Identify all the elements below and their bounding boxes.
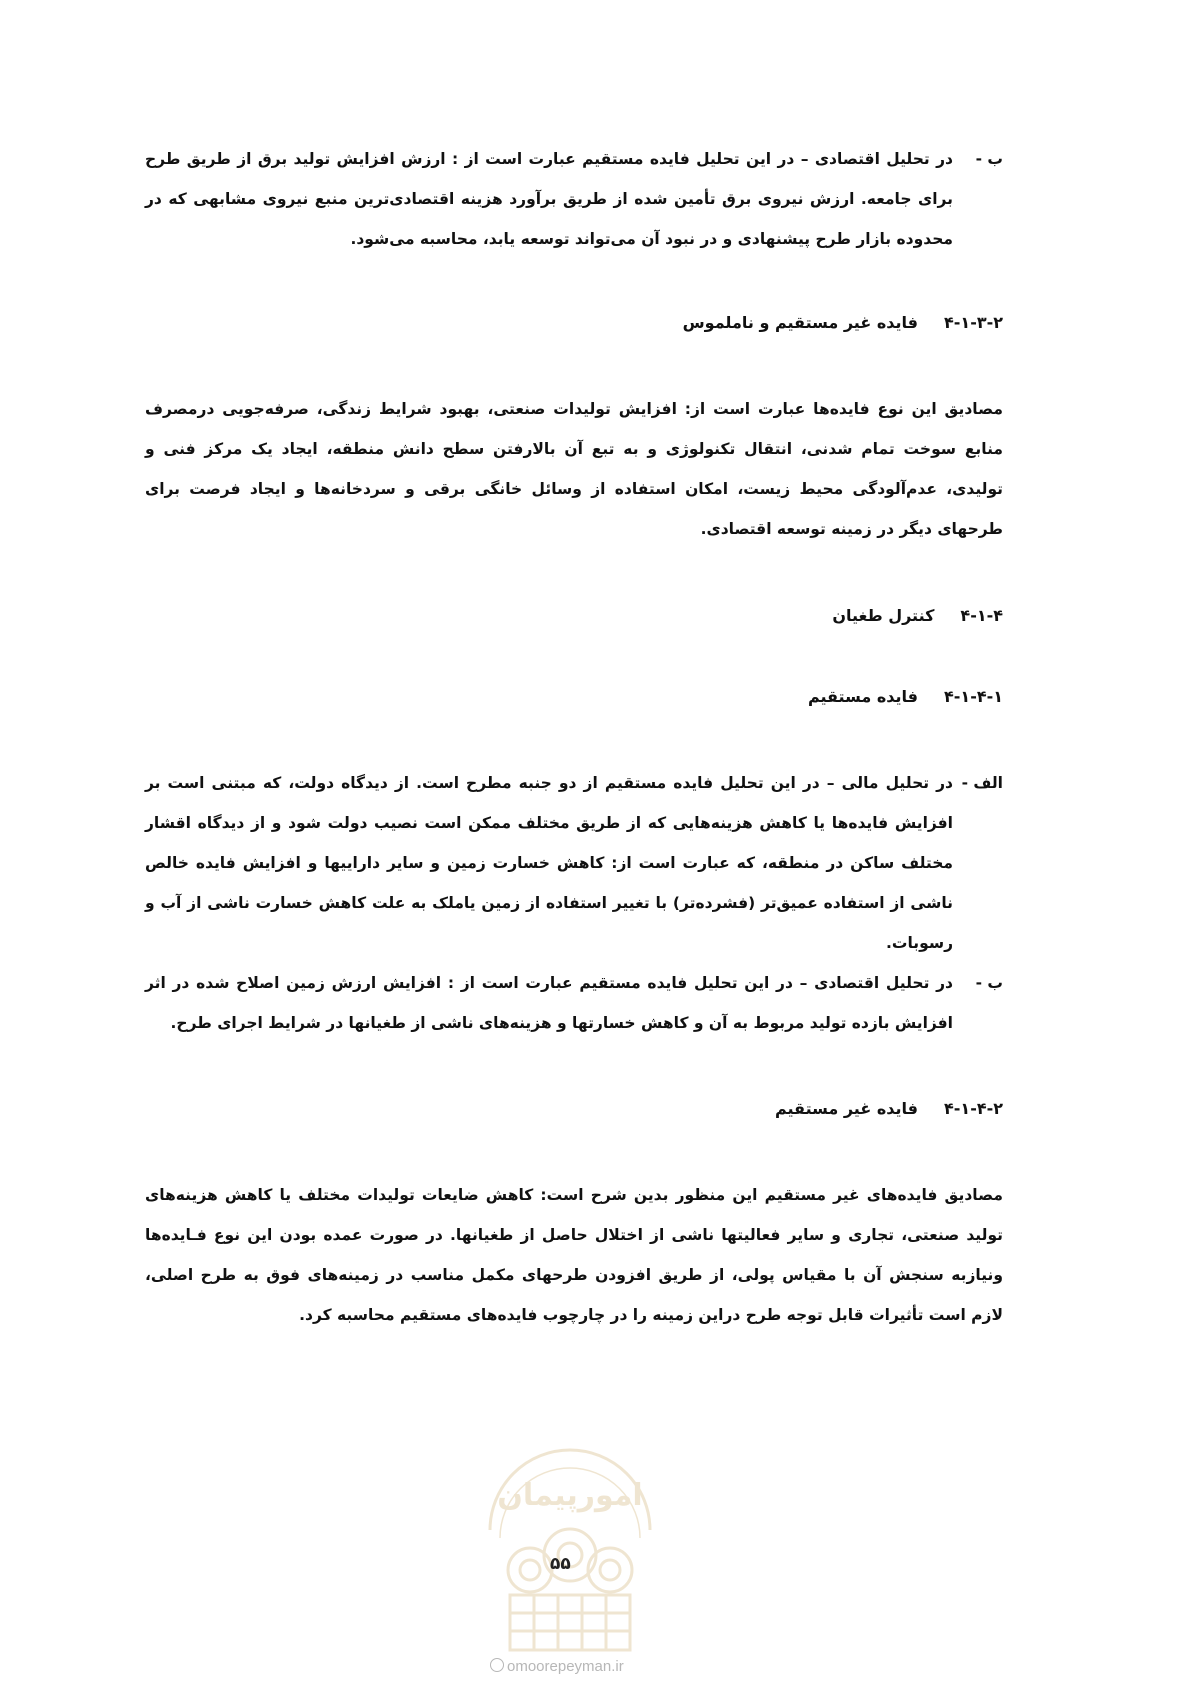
section-title: کنترل طغیان <box>832 606 935 625</box>
section-title: فایده غیر مستقیم و ناملموس <box>682 313 919 332</box>
paragraph-text: در تحلیل مالی – در این تحلیل فایده مستقیم از دو جنبه مطرح است. از دیدگاه دولت، که مبتنی است بر افزایش فایده‌ها یا کاهش هزینه‌هایی که از طریق مختلف ممکن است نصیب دولت شود و از دیدگاه اقشار مختلف ساکن در منطقه، که عبارت است از: کاهش خسارت زمین و سایر داراییها و افزایش فایده خالص ناشی از استفاده عمیق‌تر (فشرده‌تر) با تغییر استفاده از زمین یاملک به علت کاهش خسارت ناشی از آب و رسوبات. <box>145 774 953 952</box>
section-heading-4-1-4-2 <box>775 1094 1003 1124</box>
section-number: ۴-۱-۴-۱ <box>944 687 1003 706</box>
list-marker: ب - <box>975 150 1003 168</box>
watermark-text: امورپیمان <box>497 1478 643 1513</box>
section-heading-4-1-3-2 <box>683 308 1003 338</box>
section-number: ۴-۱-۳-۲ <box>944 313 1003 332</box>
paragraph-text: در تحلیل اقتصادی – در این تحلیل فایده مستقیم عبارت است از : ارزش افزایش تولید برق از طریق طرح برای جامعه. ارزش نیروی برق تأمین شده از طریق برآورد هزینه اقتصادی‌ترین منبع نیروی مشابهی که در محدوده بازار طرح پیشنهادی و در نبود آن می‌تواند توسعه یابد، محاسبه می‌شود. <box>145 150 953 248</box>
list-marker: ب - <box>975 974 1003 992</box>
section-number: ۴-۱-۴-۲ <box>944 1099 1003 1118</box>
section-heading-4-1-4-1 <box>808 682 1003 712</box>
globe-icon <box>490 1658 504 1672</box>
section-title: فایده غیر مستقیم <box>774 1099 919 1118</box>
section-heading-4-1-4 <box>832 601 1003 631</box>
paragraph-alef-financial <box>145 763 1003 963</box>
paragraph-indirect-benefits: مصادیق فایده‌های غیر مستقیم این منظور بدین شرح است: کاهش ضایعات تولیدات مختلف یا کاهش هزینه‌های تولید صنعتی، تجاری و سایر فعالیتها ناشی از اختلال حاصل از طغیانها. در صورت عمده بودن این نوع فـایده‌ها ونیازبه سنجش آن با مقیاس پولی، از طریق افزودن طرحهای مکمل مناسب در زمینه‌های فوق به طرح اصلی، لازم است تأثیرات قابل توجه طرح دراین زمینه را در چارچوب فایده‌های مستقیم محاسبه کرد. <box>145 1186 1003 1324</box>
site-url-text: omoorepeyman.ir <box>507 1658 624 1675</box>
site-url <box>490 1658 624 1675</box>
page-number: ۵۵ <box>550 1554 571 1574</box>
paragraph-intangible-benefits: مصادیق این نوع فایده‌ها عبارت است از: افزایش تولیدات صنعتی، بهبود شرایط زندگی، صرفه‌جویی درمصرف منابع سوخت تمام شدنی، انتقال تکنولوژی و به تبع آن بالارفتن سطح دانش منطقه، ایجاد یک مرکز فنی و تولیدی، عدم‌آلودگی محیط زیست، امکان استفاده از وسائل خانگی برقی و سردخانه‌ها و ایجاد فرصت برای طرحهای دیگر در زمینه توسعه اقتصادی. <box>145 400 1003 538</box>
section-title: فایده مستقیم <box>807 687 919 706</box>
paragraph-b-electricity <box>145 139 1003 259</box>
watermark-logo <box>470 1420 670 1660</box>
list-marker: الف - <box>961 774 1003 792</box>
paragraph-text: در تحلیل اقتصادی – در این تحلیل فایده مستقیم عبارت است از : افزایش ارزش زمین اصلاح شده در اثر افزایش بازده تولید مربوط به آن و کاهش خسارتها و هزینه‌های ناشی از طغیانها در شرایط اجرای طرح. <box>145 974 953 1032</box>
section-number: ۴-۱-۴ <box>960 606 1003 625</box>
paragraph-b-economic <box>145 963 1003 1043</box>
